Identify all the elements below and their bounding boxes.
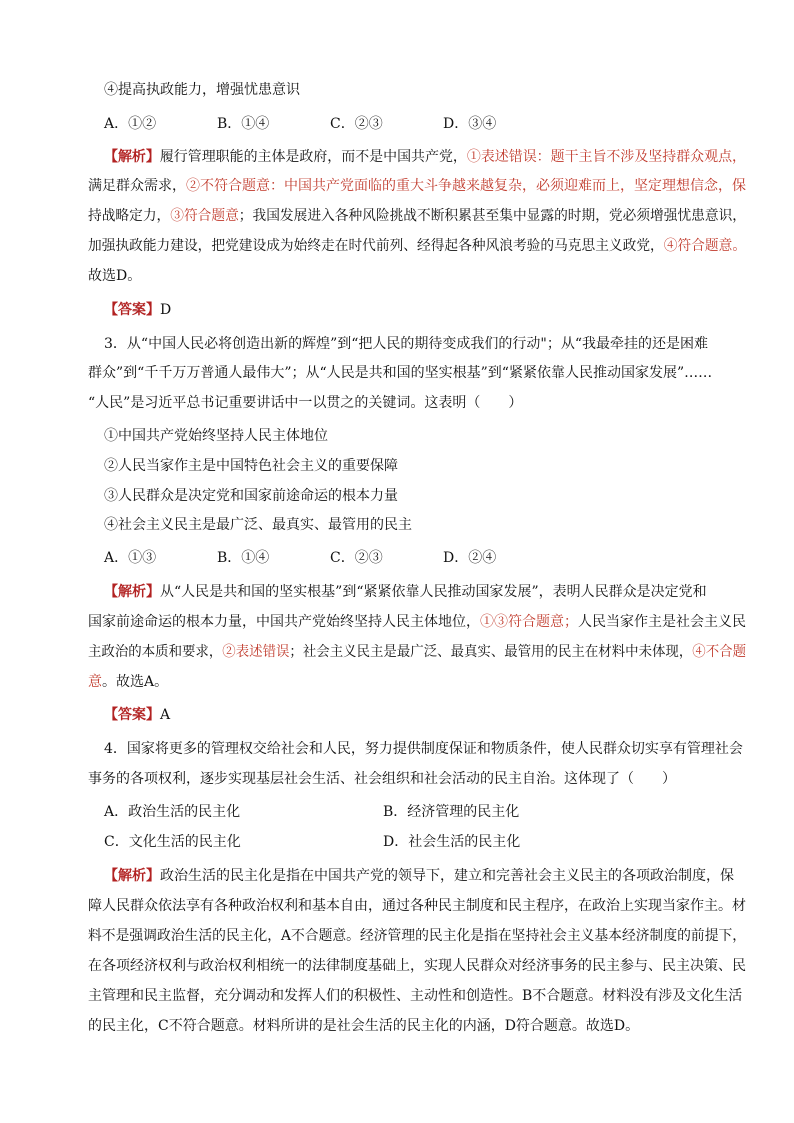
q3-analysis-text: 人民当家作主是社会主义民	[578, 614, 746, 630]
q2-analysis-tag: 【解析】	[104, 149, 160, 165]
q3-answer-value: A	[160, 707, 171, 723]
q2-option-d: D．③④	[443, 116, 497, 132]
q4-option-a: A．政治生活的民主化	[104, 804, 241, 820]
q2-answer-value: D	[160, 302, 172, 318]
q3-item-1: ①中国共产党始终坚持人民主体地位	[104, 428, 328, 444]
q2-analysis-text: 满足群众需求，	[88, 178, 186, 194]
q4-option-c: C．文化生活的民主化	[104, 834, 241, 850]
q3-item-4: ④社会主义民主是最广泛、最真实、最管用的民主	[104, 517, 412, 533]
q3-analysis-line-4	[88, 672, 168, 692]
q2-answer	[104, 300, 171, 320]
q2-analysis-line-2	[88, 176, 746, 196]
q2-analysis-highlight: ②不符合题意：中国共产党面临的重大斗争越来越复杂，必须迎难而上，坚定理想信念，保	[186, 178, 746, 194]
q3-analysis-line-2	[88, 612, 746, 632]
q4-option-b: B．经济管理的民主化	[383, 804, 520, 820]
q4-analysis-line-5: 主管理和民主监督，充分调动和发挥人们的积极性、主动性和创造性。B不合题意。材料没有涉及文化生活	[88, 988, 743, 1004]
q4-analysis-text: 政治生活的民主化是指在中国共产党的领导下，建立和完善社会主义民主的各项政治制度，保	[160, 868, 734, 884]
q3-options	[104, 548, 556, 568]
q3-analysis-highlight: ④不合题	[692, 644, 747, 660]
q3-option-c: C．②③	[330, 550, 383, 566]
q3-item-2: ②人民当家作主是中国特色社会主义的重要保障	[104, 458, 398, 474]
q3-analysis-text: 。故选A。	[102, 674, 169, 690]
q2-options	[104, 114, 556, 134]
q3-option-b: B．①④	[217, 550, 270, 566]
q3-analysis-line-1	[104, 582, 707, 602]
q2-analysis-highlight: ①表述错误：题干主旨不涉及坚持群众观点，	[466, 149, 747, 165]
q3-analysis-text: ；社会主义民主是最广泛、最真实、最管用的民主在材料中未体现，	[289, 644, 693, 660]
q3-stem-line-1: 3．从“中国人民必将创造出新的辉煌”到“把人民的期待变成我们的行动"；从“我最牵挂的还是困难	[104, 336, 708, 352]
q4-analysis-tag: 【解析】	[104, 868, 160, 884]
q2-option-b: B．①④	[217, 116, 270, 132]
q2-analysis-line-4	[88, 236, 746, 256]
q3-analysis-tag: 【解析】	[104, 584, 160, 600]
q2-option-a: A．①②	[104, 116, 157, 132]
q3-analysis-text: 从“人民是共和国的坚实根基”到“紧紧依靠人民推动国家发展”，表明人民群众是决定党和	[160, 584, 707, 600]
q4-analysis-line-1	[104, 866, 734, 886]
q4-analysis-line-2: 障人民群众依法享有各种政治权利和基本自由，通过各种民主制度和民主程序，在政治上实现当家作主。材	[88, 898, 746, 914]
q3-option-a: A．①③	[104, 550, 157, 566]
q2-analysis-text: 持战略定力，	[88, 208, 171, 224]
q2-analysis-text: 履行管理职能的主体是政府，而不是中国共产党，	[159, 149, 467, 165]
q3-analysis-text: 国家前途命运的根本力量，中国共产党始终坚持人民主体地位，	[88, 614, 480, 630]
q3-stem-line-2: 群众”到“千千万万普通人最伟大”；从“人民是共和国的坚实根基”到“紧紧依靠人民推动国家发展”……	[88, 365, 713, 381]
q2-analysis-line-5: 故选D。	[88, 268, 142, 284]
q3-analysis-highlight: ②表述错误	[222, 644, 290, 660]
q2-answer-tag: 【答案】	[104, 302, 160, 318]
q3-answer	[104, 705, 170, 725]
q4-stem-line-2: 事务的各项权利，逐步实现基层社会生活、社会组织和社会活动的民主自治。这体现了（ ）	[88, 771, 676, 787]
q3-analysis-highlight: 意	[88, 674, 102, 690]
q3-answer-tag: 【答案】	[104, 707, 160, 723]
q4-analysis-line-6: 的民主化，C不符合题意。材料所讲的是社会生活的民主化的内涵，D符合题意。故选D。	[88, 1018, 640, 1034]
q3-analysis-line-3	[88, 642, 746, 662]
q4-analysis-line-3: 料不是强调政治生活的民主化，A不合题意。经济管理的民主化是指在坚持社会主义基本经济制度的前提下，	[88, 928, 747, 944]
q2-analysis-line-1	[104, 147, 746, 167]
q3-stem-line-3: “人民”是习近平总书记重要讲话中一以贯之的关键词。这表明（ ）	[88, 395, 523, 411]
q2-analysis-text: ；我国发展进入各种风险挑战不断积累甚至集中显露的时期，党必须增强忧患意识，	[238, 208, 747, 224]
q2-analysis-highlight: ④符合题意。	[663, 238, 747, 254]
q2-option-c: C．②③	[330, 116, 383, 132]
q4-stem-line-1: 4．国家将更多的管理权交给社会和人民，努力提供制度保证和物质条件，使人民群众切实享有管理社会	[104, 741, 743, 757]
q3-option-d: D．②④	[443, 550, 497, 566]
q3-analysis-highlight: ①③符合题意；	[480, 614, 578, 630]
q3-analysis-text: 主政治的本质和要求，	[88, 644, 223, 660]
q2-analysis-line-3	[88, 206, 746, 226]
q2-analysis-text: 加强执政能力建设，把党建设成为始终走在时代前列、经得起各种风浪考验的马克思主义政党，	[88, 238, 664, 254]
q2-item-4: ④提高执政能力，增强忧患意识	[104, 82, 300, 98]
q2-analysis-highlight: ③符合题意	[170, 208, 239, 224]
q3-item-3: ③人民群众是决定党和国家前途命运的根本力量	[104, 488, 398, 504]
q4-analysis-line-4: 在各项经济权利与政治权利相统一的法律制度基础上，实现人民群众对经济事务的民主参与、民主决策、民	[88, 958, 746, 974]
q4-option-d: D．社会生活的民主化	[383, 834, 521, 850]
